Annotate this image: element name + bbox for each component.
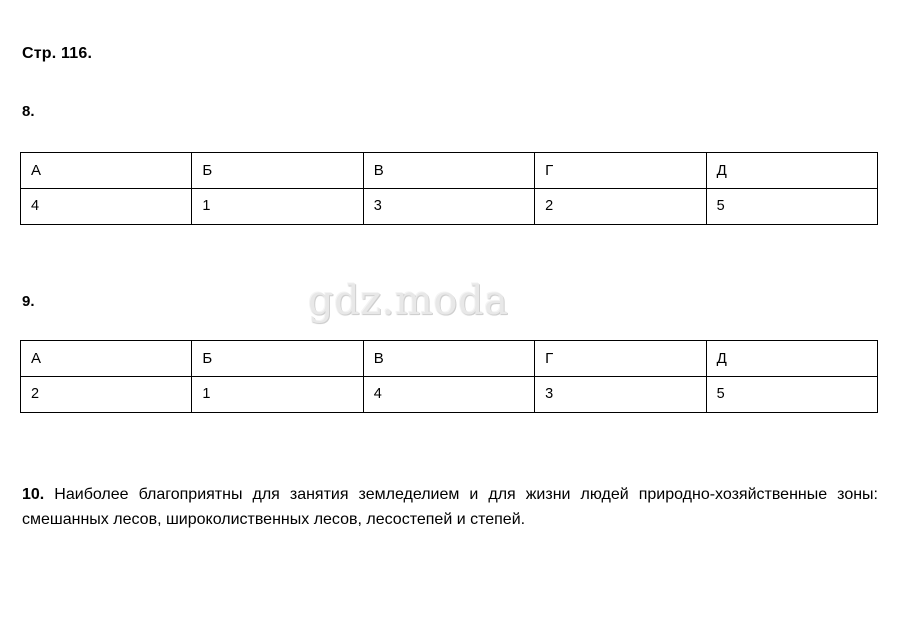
watermark: gdz.moda: [308, 278, 509, 324]
table-row: [21, 189, 878, 225]
answer-table-task-9: [20, 340, 878, 413]
table-value-cell: 2: [535, 189, 706, 225]
table-header-cell: Г: [535, 153, 706, 189]
table-value-cell: 1: [192, 189, 363, 225]
table-header-cell: Г: [535, 341, 706, 377]
table-value-cell: 4: [363, 377, 534, 413]
table-row: [21, 377, 878, 413]
table-row: [21, 341, 878, 377]
table-value-cell: 4: [21, 189, 192, 225]
table-header-cell: А: [21, 153, 192, 189]
task-10-answer-text: Наиболее благоприятны для занятия земледелием и для жизни людей природно-хозяйственные зоны: смешанных лесов, широколиственных лесов, лесостепей и степей.: [22, 486, 879, 528]
table-value-cell: 3: [363, 189, 534, 225]
table-value-cell: 2: [21, 377, 192, 413]
table-row: [21, 153, 878, 189]
task-number-8: 8.: [22, 103, 35, 120]
table-header-cell: А: [21, 341, 192, 377]
table-value-cell: 1: [192, 377, 363, 413]
table-header-cell: В: [363, 341, 534, 377]
table-value-cell: 3: [535, 377, 706, 413]
page-reference: Стр. 116.: [22, 45, 93, 62]
table-header-cell: В: [363, 153, 534, 189]
table-header-cell: Д: [706, 153, 877, 189]
task-number-10: 10.: [22, 486, 45, 503]
table-header-cell: Д: [706, 341, 877, 377]
task-10-paragraph: [22, 482, 878, 532]
table-value-cell: 5: [706, 377, 877, 413]
table-header-cell: Б: [192, 341, 363, 377]
answer-table-task-8: [20, 152, 878, 225]
task-number-9: 9.: [22, 293, 35, 310]
table-header-cell: Б: [192, 153, 363, 189]
table-value-cell: 5: [706, 189, 877, 225]
